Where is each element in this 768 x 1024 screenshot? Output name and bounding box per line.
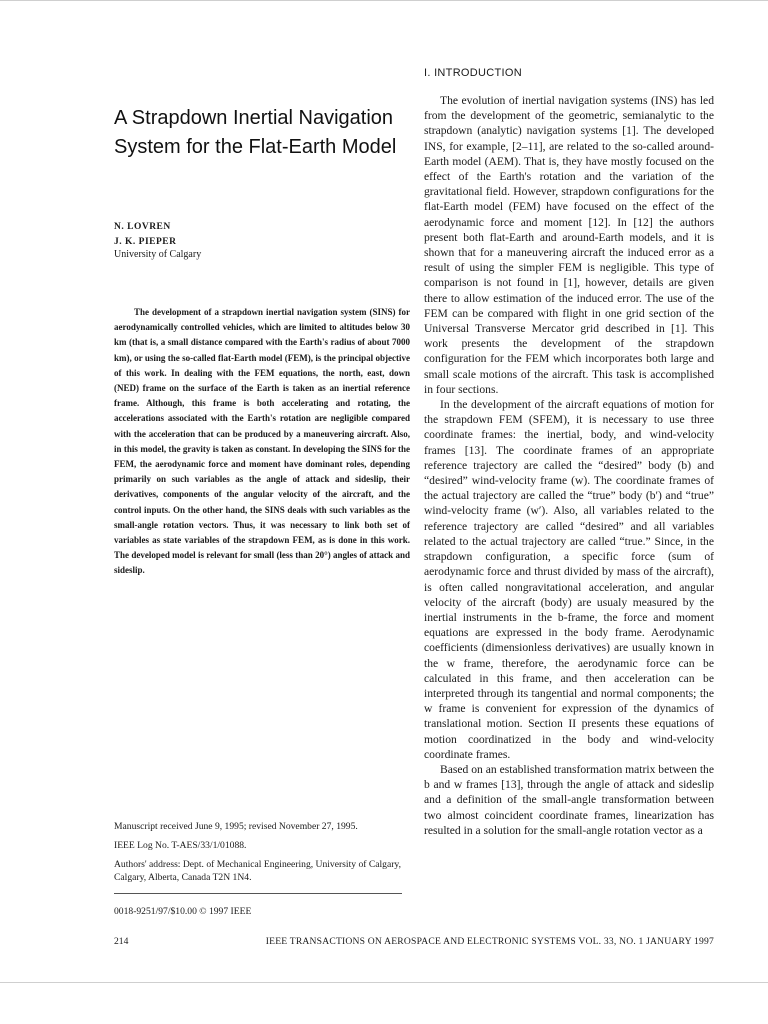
author-affiliation: University of Calgary [114,249,202,260]
introduction-body [424,93,714,838]
page-number: 214 [114,936,129,947]
journal-running-footer: IEEE TRANSACTIONS ON AEROSPACE AND ELECTRONIC SYSTEMS VOL. 33, NO. 1 JANUARY 1997 [265,936,714,947]
author-name: J. K. PIEPER [114,237,177,247]
body-paragraph: Based on an established transformation matrix between the b and w frames [13], through the angle of attack and sideslip and a definition of the small-angle transformation between two almost coincident coordinate frames, linearization has resulted in a solution for the small-angle rotation vector as a [424,762,714,837]
authors-address: Authors' address: Dept. of Mechanical Engineering, University of Calgary, Calgary, Alberta, Canada T2N 1N4. [114,859,401,883]
manuscript-received-note: Manuscript received June 9, 1995; revised November 27, 1995. [114,821,358,832]
footnote-divider [114,893,402,894]
copyright-notice: 0018-9251/97/$10.00 © 1997 IEEE [114,906,252,917]
paper-title: A Strapdown Inertial Navigation System for the Flat-Earth Model [114,107,397,158]
ieee-log-number: IEEE Log No. T-AES/33/1/01088. [114,840,247,851]
author-name: N. LOVREN [114,222,171,232]
body-paragraph: In the development of the aircraft equations of motion for the strapdown FEM (SFEM), it is necessary to use three coordinate frames: the inertial, body, and wind-velocity frames [13]. The coordinate frames of an appropriate reference trajectory are called the “desired” body (b) and “desired” wind-velocity frame (w). The coordinate frames of the actual trajectory are called the “true” body (b′) and “true” wind-velocity frame (w′). Also, all variables related to the reference trajectory are called “desired” and all variables related to the actual trajectory are called “true.” Since, in the strapdown configuration, a specific force (sum of aerodynamic force and thrust divided by mass of the aircraft), is often called nongravitational acceleration, and angular velocity of the aircraft (body) are usualy measured by the inertial instruments in the b-frame, the force and moment equations are expressed in the body frame. Aerodynamic coefficients (dimensionless derivatives) are usually known in the w frame, therefore, the aerodynamic force can be calculated in this frame, and then acceleration can be interpreted through its tangential and normal components; the w frame is convenient for expression of the dynamics of translational motion. Section II presents these equations of motion coordinatized in the body and wind-velocity coordinate frames. [424,398,714,761]
abstract: The development of a strapdown inertial navigation system (SINS) for aerodynamically controlled vehicles, which are limited to altitudes below 30 km (that is, a small distance compared with the Earth's radius of about 7000 km), or using the so-called flat-Earth model (FEM), is the principal objective of this work. In dealing with the FEM equations, the north, east, down (NED) frame on the surface of the Earth is taken as an inertial reference frame. Although, this frame is both accelerating and rotating, the accelerations associated with the Earth's rotation are negligible compared with the acceleration that can be produced by a maneuvering aircraft. Also, in this model, the gravity is taken as constant. In developing the SINS for the FEM, the aerodynamic force and moment have dominant roles, depending primarily on such variables as the angle of attack and sideslip, their derivatives, components of the angular velocity of the aircraft, and the control inputs. On the other hand, the SINS deals with such variables as the small-angle rotation vectors. Thus, it was necessary to link both set of variables as state variables of the strapdown FEM, as is done in this work. The developed model is relevant for small (less than 20°) angles of attack and sideslip. [114,307,410,576]
section-heading-introduction: I. INTRODUCTION [424,67,522,79]
body-paragraph: The evolution of inertial navigation systems (INS) has led from the development of the geometric, semianalytic to the strapdown (analytic) navigation systems [1]. The developed INS, for example, [2–11], are related to the so-called around-Earth model (AEM). That is, they have mostly focused on the effect of the Earth's rotation and the variation of the gravitational field. However, strapdown configurations for the flat-Earth model (FEM) have focused on the effect of the aerodynamic force and moment [12]. In [12] the authors present both flat-Earth and around-Earth models, and it is shown that for a maneuvering aircraft the induced error as a result of using the simpler FEM is negligible. This type of comparison is not found in [1], however, details are given there to allow estimation of the induced error. The use of the FEM can be compared with flight in one grid section of the Universal Transverse Mercator grid described in [1]. This work presents the development of the strapdown configuration for the FEM which incorporates both large and small scale motions of the aircraft. This task is accomplished in four sections. [424,94,714,396]
top-divider [0,0,768,1]
bottom-divider [0,982,768,983]
